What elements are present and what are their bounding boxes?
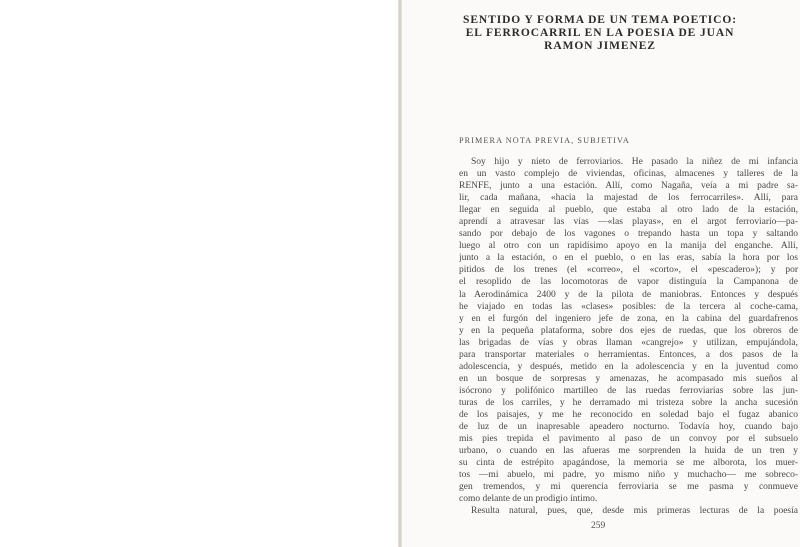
article-title: [422, 14, 778, 53]
title-line: RAMON JIMENEZ: [544, 40, 656, 52]
text-line: RENFE, junto a una estación. Allí, como Nagaña, veía a mi padre sa-: [459, 181, 798, 192]
text-line: turas de los carriles, y he derramado mi tristeza sobre la ancha sucesión: [459, 397, 798, 408]
text-line: isócrono y polifónico martilleo de las ruedas ferroviarias sobre las jun-: [459, 385, 798, 396]
text-line: junto a la estación, o en el pueblo, o en las eras, sabía la hora por los: [459, 253, 798, 264]
text-line: Soy hijo y nieto de ferroviarios. He pasado la niñez de mi infancia: [471, 157, 798, 167]
text-line: llegar en seguida al pueblo, que estaba al otro lado de la estación,: [459, 205, 798, 216]
text-line: urbano, o cuando en las afueras me sorprenden la huida de un tren y: [459, 446, 798, 457]
right-page: [402, 0, 800, 547]
page-number: 259: [591, 521, 606, 531]
text-line: mis pies trepida el pavimento al paso de un convoy por el subsuelo: [459, 434, 798, 445]
text-line: en un vasto complejo de viviendas, oficinas, almacenes y talleres de la: [459, 169, 798, 180]
text-line: lir, cada mañana, «hacia la majestad de los ferrocarriles». Allí, para: [459, 193, 798, 204]
text-line: sando por debajo de los vagones o trepando hasta un topa y saltando: [459, 229, 798, 240]
text-line: adolescencia, y después, metido en la adolescencia y en la juventud como: [459, 361, 798, 372]
text-line: el resoplido de las locomotoras de vapor distinguía la Campanona de: [459, 277, 798, 288]
body-text: [459, 156, 798, 517]
text-line: pitidos de los trenes (el «correo», el «corto», el «pescadero»); y por: [459, 265, 798, 276]
text-line: para transportar materiales o herramientas. Entonces, a dos pasos de la: [459, 349, 798, 360]
text-line: las brigadas de vías y obras llaman «cangrejo» y utilizan, empujándola,: [459, 337, 798, 348]
text-line: he viajado en todas las «clases» posibles: de la tercera al coche-cama,: [459, 301, 798, 312]
text-line: tos —mi abuelo, mi padre, yo mismo niño y muchacho— me sobreco-: [459, 470, 798, 481]
left-page-blank: [0, 0, 398, 547]
title-line: SENTIDO Y FORMA DE UN TEMA POETICO:: [463, 14, 737, 26]
text-line: Resulta natural, pues, que, desde mis primeras lecturas de la poesía: [471, 506, 798, 517]
text-line: la Aerodinámica 2400 y de la pilota de maniobras. Entonces y después: [459, 289, 798, 300]
text-line: como delante de un prodigio íntimo.: [459, 494, 598, 505]
text-line: luego al otro con un rapidísimo apoyo en la manija del enganche. Allí,: [459, 241, 798, 252]
title-line: EL FERROCARRIL EN LA POESIA DE JUAN: [465, 27, 735, 39]
text-line: aprendí a atravesar las vías —«las playas», en el argot ferroviario—pa-: [459, 217, 798, 228]
text-line: y en el furgón del ingeniero jefe de zona, en la cabina del guardafrenos: [459, 313, 798, 324]
text-line: y en la pequeña plataforma, sobre dos ejes de ruedas, que los obreros de: [459, 325, 798, 336]
text-line: su cinta de estrépito apagándose, la memoria se me alborota, los muer-: [459, 458, 798, 469]
text-line: de los paisajes, y me he reconocido en soledad bajo el fugaz abanico: [459, 409, 798, 420]
text-line: de luz de un inapresable apeadero nocturno. Todavía hoy, cuando bajo: [459, 422, 798, 433]
section-heading: PRIMERA NOTA PREVIA, SUBJETIVA: [459, 136, 630, 145]
text-line: gen tremendos, y mi querencia ferroviaria se me pasma y conmueve: [459, 482, 798, 493]
text-line: en un bosque de sorpresas y amenazas, he acompasado mis sueños al: [459, 373, 798, 384]
